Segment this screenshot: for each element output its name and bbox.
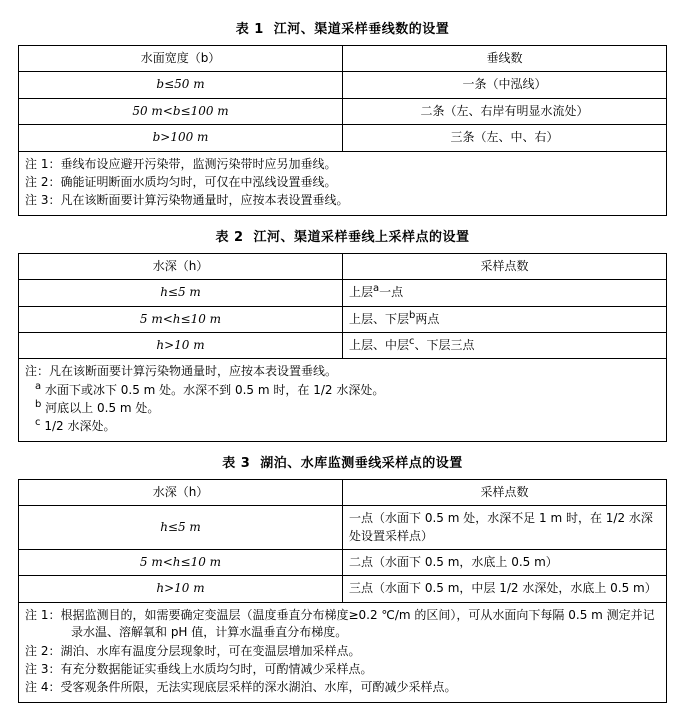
table-3-note-2: 注 2：湖泊、水库有温度分层现象时，可在变温层增加采样点。 — [25, 643, 361, 658]
table-2-note-a: $^a$ 水面下或冰下 0.5 m 处。水深不到 0.5 m 时，在 1/2 水深处。 — [35, 380, 385, 397]
table-row — [19, 125, 667, 151]
table-3-notes — [19, 602, 667, 702]
table-2-note-1: 注：凡在该断面要计算污染物通量时，应按本表设置垂线。 — [25, 364, 338, 379]
table-row — [19, 576, 667, 602]
table-row — [19, 306, 667, 332]
table-row — [19, 506, 667, 550]
table-1-cell-width-3: b>100 m — [19, 125, 343, 151]
table-1-note-1: 注 1：垂线布设应避开污染带，监测污染带时应另加垂线。 — [25, 156, 337, 171]
table-2-cell-points-3: 上层、中层$^c$、下层三点 — [343, 332, 667, 358]
table-1-cell-count-3: 三条（左、中、右） — [343, 125, 667, 151]
table-2-header-water-depth: 水深（h） — [19, 253, 343, 279]
table-row — [19, 151, 667, 215]
table-row — [19, 72, 667, 98]
table-1-cell-width-1: b≤50 m — [19, 72, 343, 98]
table-1-cell-width-2: 50 m<b≤100 m — [19, 98, 343, 124]
table-3-note-4: 注 4：受客观条件所限，无法实现底层采样的深水湖泊、水库，可酌减少采样点。 — [25, 680, 457, 695]
table-2-cell-depth-2: 5 m<h≤10 m — [19, 306, 343, 332]
table-3-cell-depth-1: h≤5 m — [19, 506, 343, 550]
table-2-note-b: $^b$ 河底以上 0.5 m 处。 — [35, 399, 160, 416]
table-1-cell-count-1: 一条（中泓线） — [343, 72, 667, 98]
table-3 — [18, 479, 667, 703]
table-1-caption: 江河、渠道采样垂线数的设置 — [273, 22, 450, 37]
table-2-cell-depth-3: h>10 m — [19, 332, 343, 358]
table-3-cell-points-3: 三点（水面下 0.5 m，中层 1/2 水深处，水底上 0.5 m） — [343, 576, 667, 602]
table-row — [19, 479, 667, 505]
table-1-header-water-width: 水面宽度（b） — [19, 46, 343, 72]
table-3-cell-depth-2: 5 m<h≤10 m — [19, 550, 343, 576]
table-3-header-water-depth: 水深（h） — [19, 479, 343, 505]
table-row — [19, 550, 667, 576]
table-row — [19, 98, 667, 124]
table-row — [19, 359, 667, 442]
table-2-notes — [19, 359, 667, 442]
table-3-title — [0, 452, 685, 471]
table-row — [19, 46, 667, 72]
table-1-header-vertical-count: 垂线数 — [343, 46, 667, 72]
table-1-note-3: 注 3：凡在该断面要计算污染物通量时，应按本表设置垂线。 — [25, 193, 349, 208]
table-2 — [18, 253, 667, 442]
table-2-number: 表 2 — [215, 229, 244, 245]
table-3-cell-points-2: 二点（水面下 0.5 m，水底上 0.5 m） — [343, 550, 667, 576]
table-2-caption: 江河、渠道采样垂线上采样点的设置 — [253, 229, 470, 245]
table-2-header-sample-points: 采样点数 — [343, 253, 667, 279]
table-3-number: 表 3 — [222, 455, 251, 471]
table-3-cell-depth-3: h>10 m — [19, 576, 343, 602]
table-2-cell-depth-1: h≤5 m — [19, 280, 343, 306]
table-row — [19, 280, 667, 306]
table-2-cell-points-1: 上层$^a$一点 — [343, 280, 667, 306]
table-row — [19, 602, 667, 702]
table-row — [19, 332, 667, 358]
table-1-title — [0, 18, 685, 37]
table-2-note-c: $^c$ 1/2 水深处。 — [35, 417, 116, 434]
table-2-title — [0, 226, 685, 245]
table-1 — [18, 45, 667, 216]
table-3-note-3: 注 3：有充分数据能证实垂线上水质均匀时，可酌情减少采样点。 — [25, 661, 373, 676]
table-1-cell-count-2: 二条（左、右岸有明显水流处） — [343, 98, 667, 124]
table-row — [19, 253, 667, 279]
table-3-note-1: 注 1：根据监测目的，如需要确定变温层（温度垂直分布梯度≥0.2 ℃/m 的区间），可从水面向下每隔 0.5 m 测定并记录水温、溶解氧和 pH 值，计算水温垂直分布梯度。 — [25, 607, 655, 640]
table-3-header-sample-points: 采样点数 — [343, 479, 667, 505]
table-1-note-2: 注 2：确能证明断面水质均匀时，可仅在中泓线设置垂线。 — [25, 174, 337, 189]
table-2-cell-points-2: 上层、下层$^b$两点 — [343, 306, 667, 332]
table-1-notes — [19, 151, 667, 215]
table-3-caption: 湖泊、水库监测垂线采样点的设置 — [260, 455, 463, 471]
table-3-cell-points-1: 一点（水面下 0.5 m 处，水深不足 1 m 时，在 1/2 水深处设置采样点） — [343, 506, 667, 550]
table-1-number: 表 1 — [235, 22, 264, 37]
